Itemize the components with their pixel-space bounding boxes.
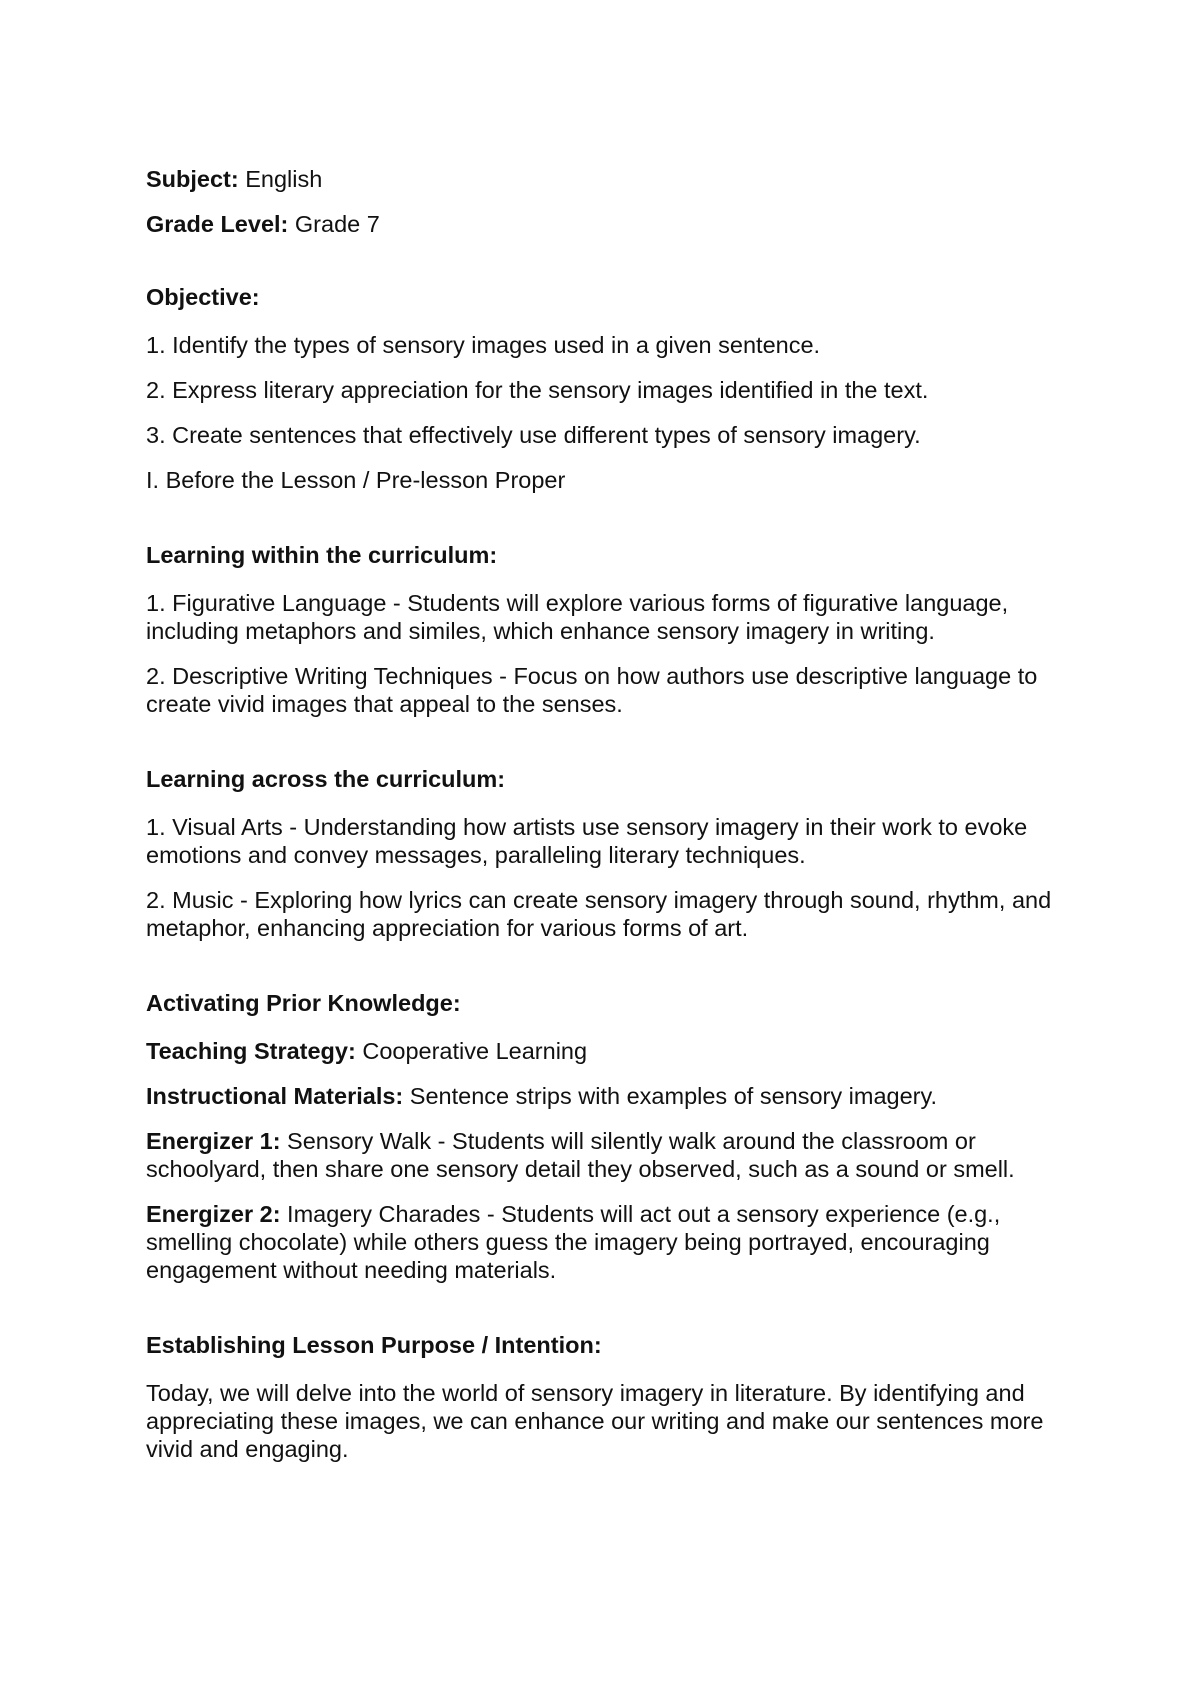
objective-item-2: 2. Express literary appreciation for the sensory images identified in the text. — [146, 377, 929, 403]
materials-label: Instructional Materials: — [146, 1083, 404, 1109]
energizer-1-label: Energizer 1: — [146, 1128, 281, 1154]
purpose-heading: Establishing Lesson Purpose / Intention: — [146, 1332, 602, 1358]
objective-item-3: 3. Create sentences that effectively use different types of sensory imagery. — [146, 422, 921, 448]
within-item-1: 1. Figurative Language - Students will explore various forms of figurative language, including metaphors and similes, which enhance sensory imagery in writing. — [146, 590, 1009, 644]
energizer-2-line — [146, 1200, 1060, 1284]
grade-value: Grade 7 — [288, 211, 380, 237]
across-item-2: 2. Music - Exploring how lyrics can create sensory imagery through sound, rhythm, and metaphor, enhancing appreciation for various forms of art. — [146, 887, 1052, 941]
strategy-label: Teaching Strategy: — [146, 1038, 356, 1064]
grade-line — [146, 210, 1060, 238]
prior-heading: Activating Prior Knowledge: — [146, 990, 461, 1016]
energizer-1-value: Sensory Walk - Students will silently walk around the classroom or schoolyard, then share one sensory detail they observed, such as a sound or smell. — [146, 1128, 1015, 1182]
energizer-2-value: Imagery Charades - Students will act out a sensory experience (e.g., smelling chocolate) while others guess the imagery being portrayed, encouraging engagement without needing materials. — [146, 1201, 1001, 1283]
energizer-2-label: Energizer 2: — [146, 1201, 281, 1227]
objective-item-1: 1. Identify the types of sensory images used in a given sentence. — [146, 332, 821, 358]
energizer-1-line — [146, 1127, 1060, 1183]
within-item-2: 2. Descriptive Writing Techniques - Focus on how authors use descriptive language to create vivid images that appeal to the senses. — [146, 663, 1038, 717]
across-heading: Learning across the curriculum: — [146, 766, 506, 792]
subject-value: English — [238, 166, 323, 192]
strategy-line — [146, 1037, 1060, 1065]
materials-line — [146, 1082, 1060, 1110]
subject-line — [146, 165, 1060, 193]
strategy-value: Cooperative Learning — [355, 1038, 588, 1064]
pre-lesson-line: I. Before the Lesson / Pre-lesson Proper — [146, 467, 566, 493]
purpose-text: Today, we will delve into the world of sensory imagery in literature. By identifying and appreciating these images, we can enhance our writing and make our sentences more vivid and engaging. — [146, 1380, 1044, 1462]
grade-label: Grade Level: — [146, 211, 289, 237]
materials-value: Sentence strips with examples of sensory imagery. — [403, 1083, 938, 1109]
objective-heading: Objective: — [146, 284, 260, 310]
within-heading: Learning within the curriculum: — [146, 542, 498, 568]
across-item-1: 1. Visual Arts - Understanding how artists use sensory imagery in their work to evoke emotions and convey messages, paralleling literary techniques. — [146, 814, 1028, 868]
subject-label: Subject: — [146, 166, 239, 192]
